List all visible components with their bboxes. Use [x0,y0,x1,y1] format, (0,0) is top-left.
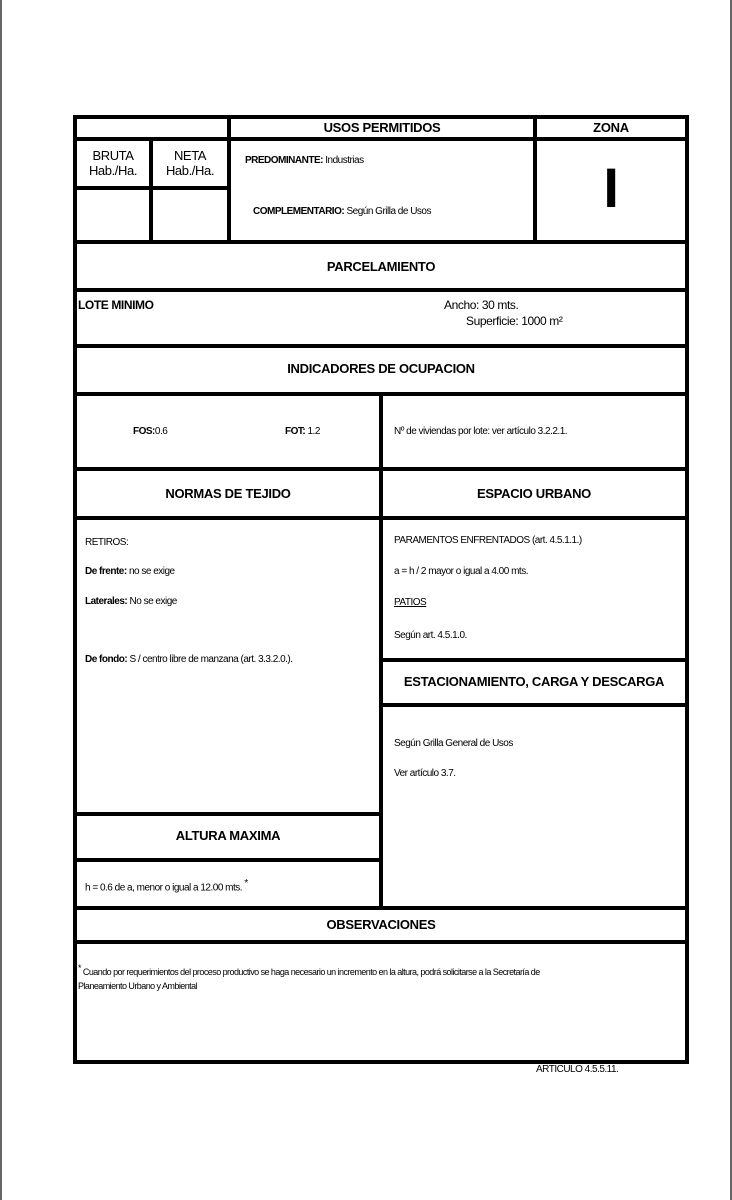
complementario [253,206,431,217]
usos-permitidos-title: USOS PERMITIDOS [323,120,441,135]
fot [285,426,320,437]
bruta-unit: Hab./Ha. [88,163,138,178]
zona-value: I [603,156,619,219]
complementario-label: COMPLEMENTARIO: [253,206,345,217]
predominante [245,155,364,166]
divider [380,658,689,662]
superficie-value: Superficie: 1000 m² [466,314,563,328]
predominante-value: Industrias [325,155,364,166]
divider [380,703,689,707]
fondo-value: S / centro libre de manzana (art. 3.3.2.0.). [129,654,293,665]
viviendas-por-lote: Nº de viviendas por lote: ver artículo 3.2.2.1. [394,426,568,437]
fot-label: FOT: [285,426,306,437]
observaciones-text-1: Cuando por requerimientos del proceso productivo se haga necesario un incremento en la altura, podrá solicitarse a la Secretaría de [82,967,540,977]
retiro-fondo [85,654,293,665]
retiros-label: RETIROS: [85,537,129,548]
zona-title: ZONA [593,120,629,135]
ancho-value: Ancho: 30 mts. [444,298,519,312]
parcelamiento-title: PARCELAMIENTO [326,259,436,274]
fot-value: 1.2 [307,426,320,437]
patios-label: PATIOS [394,597,427,608]
formula-distancia: a = h / 2 mayor o igual a 4.00 mts. [394,566,528,577]
complementario-value: Según Grilla de Usos [346,206,431,217]
normas-tejido-title: NORMAS DE TEJIDO [165,486,291,501]
espacio-urbano-title: ESPACIO URBANO [476,486,591,501]
fos [133,426,167,437]
fos-label: FOS: [133,426,155,437]
neta-label: NETA [173,148,207,163]
neta-unit: Hab./Ha. [165,163,215,178]
observaciones-asterisk: * [78,963,81,973]
observaciones-title: OBSERVACIONES [326,917,436,932]
frente-value: no se exige [128,566,175,577]
divider [73,137,689,141]
estacionamiento-grilla: Según Grilla General de Usos [394,738,513,749]
articulo-number: ARTICULO 4.5.5.11. [536,1064,619,1075]
fondo-label: De fondo: [85,654,128,665]
divider [73,858,383,862]
estacionamiento-title: ESTACIONAMIENTO, CARGA Y DESCARGA [403,674,665,689]
observaciones-line-1 [78,963,540,977]
altura-asterisk: * [244,878,248,889]
divider [73,940,689,944]
bruta-label: BRUTA [92,148,134,163]
fos-value: 0.6 [154,426,168,437]
table-border-right [685,115,689,1064]
estacionamiento-articulo: Ver artículo 3.7. [394,768,456,779]
retiro-frente [85,566,175,577]
divider [73,344,689,348]
patios-segun-art: Según art. 4.5.1.0. [394,630,467,641]
observaciones-line-2: Planeamiento Urbano y Ambiental [78,981,198,991]
laterales-value: No se exige [129,596,177,607]
retiro-laterales [85,596,177,607]
altura-maxima-title: ALTURA MAXIMA [175,828,281,843]
lote-minimo-label: LOTE MINIMO [78,298,154,312]
divider [73,812,383,816]
divider [73,240,689,244]
table-border-top [73,115,689,119]
divider [73,288,689,292]
altura-value: h = 0.6 de a, menor o igual a 12.00 mts. [85,882,243,894]
ocupacion-title: INDICADORES DE OCUPACION [287,361,475,376]
predominante-label: PREDOMINANTE: [245,155,323,166]
paramentos-enfrentados: PARAMENTOS ENFRENTADOS (art. 4.5.1.1.) [394,535,582,546]
divider [379,392,383,910]
page-border-left [0,0,2,1200]
altura-maxima-value [85,878,248,893]
frente-label: De frente: [85,566,127,577]
laterales-label: Laterales: [85,596,128,607]
